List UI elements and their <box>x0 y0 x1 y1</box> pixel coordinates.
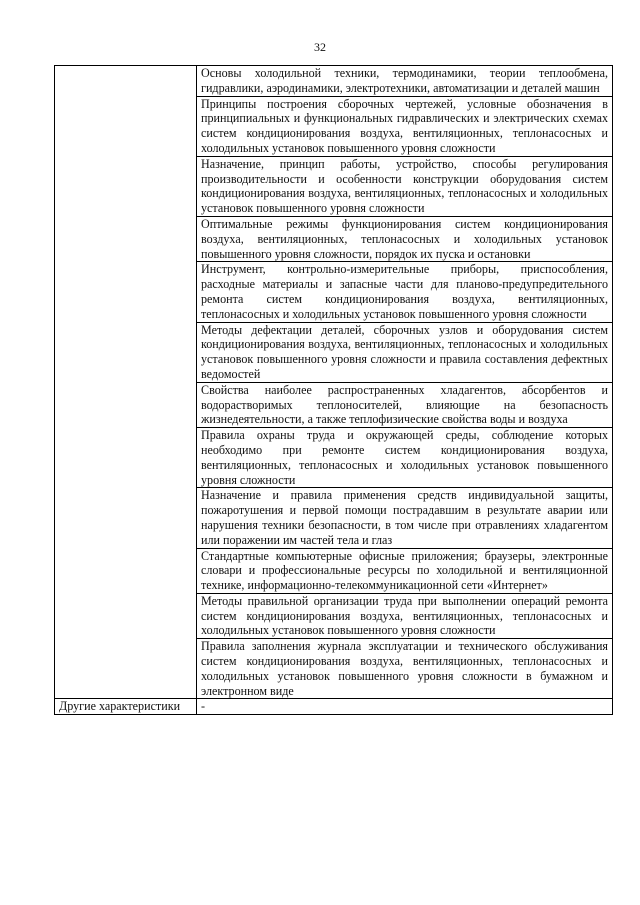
knowledge-item: Правила охраны труда и окружающей среды, соблюдение которых необходимо при ремонте систем кондиционирования воздуха, вентиляционных, теплонасосных и холодильных установок повышенного уровня сложности <box>197 428 613 488</box>
knowledge-item: Принципы построения сборочных чертежей, условные обозначения в принципиальных и функциональных гидравлических и электрических схемах систем кондиционирования воздуха, вентиляционных, теплонасосных и холодильных установок повышенного уровня сложности <box>197 96 613 156</box>
knowledge-item: Правила заполнения журнала эксплуатации и технического обслуживания систем кондиционирования воздуха, вентиляционных, теплонасосных и холодильных установок повышенного уровня сложности в бумажном и электронном виде <box>197 639 613 699</box>
knowledge-item: Методы дефектации деталей, сборочных узлов и оборудования систем кондиционирования воздуха, вентиляционных, теплонасосных и холодильных установок повышенного уровня сложности и правила составления дефектных ведомостей <box>197 322 613 382</box>
row-label-cell-empty <box>55 66 197 699</box>
other-characteristics-value: - <box>197 699 613 715</box>
knowledge-item: Назначение и правила применения средств индивидуальной защиты, пожаротушения и первой помощи пострадавшим в результате аварии или нарушения техники безопасности, в том числе при отравлениях хладагентом или поражении им частей тела и глаз <box>197 488 613 548</box>
table-row <box>55 699 613 715</box>
knowledge-item: Оптимальные режимы функционирования систем кондиционирования воздуха, вентиляционных, теплонасосных и холодильных установок повышенного уровня сложности, порядок их пуска и остановки <box>197 216 613 261</box>
knowledge-item: Инструмент, контрольно-измерительные приборы, приспособления, расходные материалы и запасные части для планово-предупредительного ремонта систем кондиционирования воздуха, вентиляционных, теплонасосных и холодильных установок повышенного уровня сложности <box>197 262 613 322</box>
table-row <box>55 66 613 97</box>
knowledge-item: Основы холодильной техники, термодинамики, теории теплообмена, гидравлики, аэродинамики, электротехники, автоматизации и деталей машин <box>197 66 613 97</box>
knowledge-item: Методы правильной организации труда при выполнении операций ремонта систем кондиционирования воздуха, вентиляционных, теплонасосных и холодильных установок повышенного уровня сложности <box>197 593 613 638</box>
page-number: 32 <box>314 40 326 54</box>
knowledge-item: Стандартные компьютерные офисные приложения; браузеры, электронные словари и профессиональные ресурсы по холодильной и вентиляционной технике, информационно-телекоммуникационной сети «Интернет» <box>197 548 613 593</box>
other-characteristics-label: Другие характеристики <box>55 699 197 715</box>
requirements-table <box>54 65 613 715</box>
knowledge-item: Свойства наиболее распространенных хладагентов, абсорбентов и водорастворимых теплоносителей, влияющие на безопасность жизнедеятельности, а также теплофизические свойства воды и воздуха <box>197 382 613 427</box>
knowledge-item: Назначение, принцип работы, устройство, способы регулирования производительности и особенности конструкции оборудования систем кондиционирования воздуха, вентиляционных, теплонасосных и холодильных установок повышенного уровня сложности <box>197 156 613 216</box>
